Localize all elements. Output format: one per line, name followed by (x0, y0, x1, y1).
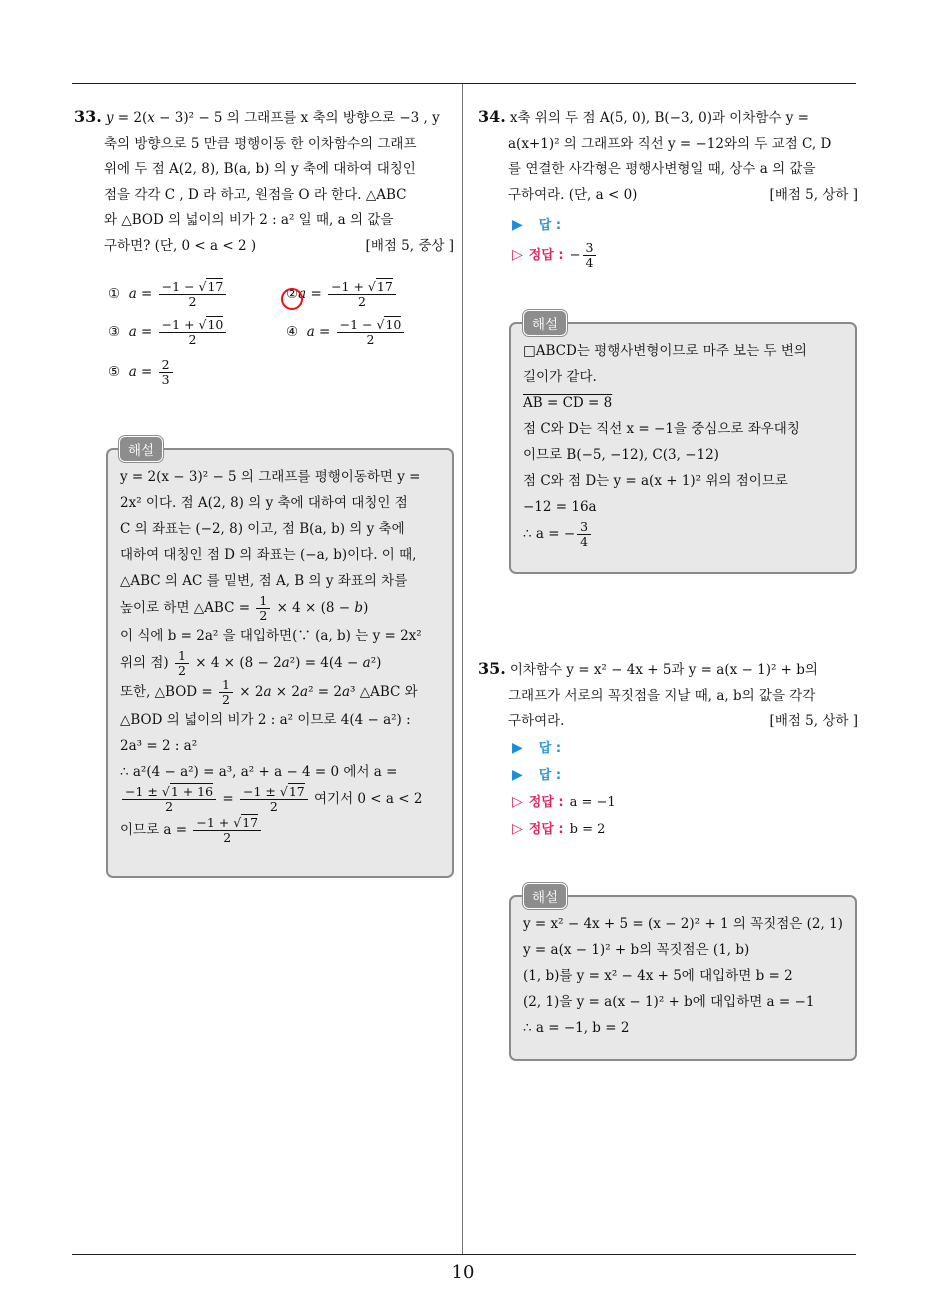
choice-1[interactable]: ① a = $\frac{-1 - √17}{2}$ (108, 280, 228, 309)
play-outline-icon: ▷ (512, 821, 523, 837)
q34-correct-line: ▷ 정답 : − $\frac{3}{4}$ (512, 239, 598, 272)
q34-answer-line[interactable]: ▶ 답 : (512, 217, 562, 233)
sol-line: ∴ a = −1, b = 2 (523, 1020, 630, 1036)
q35-correct-line-2: ▷ 정답 : b = 2 (512, 821, 606, 837)
q34-line2: a(x+1)² 의 그래프와 직선 y = −12와의 두 교점 C, D (508, 135, 832, 152)
q35-answer-area (512, 735, 616, 843)
page-number: 10 (451, 1262, 475, 1283)
sol-line: □ABCD는 평행사변형이므로 마주 보는 두 변의 (523, 343, 807, 359)
sol-line: 길이가 같다. (523, 369, 597, 385)
sol-line: 위의 점) $\frac{1}{2}$ × 4 × (8 − 2a²) = 4(4 − a²) (120, 648, 382, 678)
sol-line: ∴ a²(4 − a²) = a³, a² + a − 4 = 0 에서 a = (120, 764, 398, 780)
sol-line: 2a³ = 2 : a² (120, 738, 198, 754)
selected-answer-mark (281, 288, 303, 310)
q34-answer-area (512, 212, 598, 272)
q33-solution-box (106, 448, 454, 878)
q35-line2: 그래프가 서로의 꼭짓점을 지날 때, a, b의 값을 각각 (508, 687, 816, 704)
q33-grade: [배점 5, 중상 ] (365, 237, 454, 254)
sol-line: 점 C와 점 D는 y = a(x + 1)² 위의 점이므로 (523, 473, 788, 489)
q34-line4: 구하여라. (단, a < 0) (508, 186, 638, 203)
q35-solution-box (509, 895, 857, 1061)
q34-solution-tag: 해설 (523, 310, 567, 336)
question-34 (478, 104, 858, 208)
sol-line: (2, 1)을 y = a(x − 1)² + b에 대입하면 a = −1 (523, 994, 815, 1010)
sol-line: ∴ a = − $\frac{3}{4}$ (523, 520, 843, 549)
q34-solution-box (509, 322, 857, 574)
top-rule (72, 83, 856, 84)
question-number: 34. (478, 107, 506, 126)
q35-grade: [배점 5, 상하 ] (769, 713, 858, 729)
q33-line6: 구하면? (단, 0 < a < 2 ) (104, 237, 257, 254)
q35-correct-line-1: ▷ 정답 : a = −1 (512, 794, 616, 810)
question-number: 33. (74, 107, 102, 126)
sol-line: △BOD 의 넓이의 비가 2 : a² 이므로 4(4 − a²) : (120, 712, 411, 728)
choice-3[interactable]: ③ a = $\frac{-1 + √10}{2}$ (108, 318, 228, 347)
q35-solution-tag: 해설 (523, 883, 567, 909)
q35-line3: 구하여라. (508, 713, 565, 729)
choice-4[interactable]: ④ a = $\frac{-1 - √10}{2}$ (286, 318, 406, 347)
sol-line: y = x² − 4x + 5 = (x − 2)² + 1 의 꼭짓점은 (2, 1) (523, 916, 843, 932)
sol-line: 또한, △BOD = $\frac{1}{2}$ × 2a × 2a² = 2a³ △ABC 와 (120, 677, 418, 707)
question-number: 35. (478, 659, 506, 678)
q34-grade: [배점 5, 상하 ] (769, 186, 858, 203)
question-33: 33. y = 2(x − 3)² − 5 의 그래프를 x 축의 방향으로 −3 , y 축의 방향으로 5 만큼 평행이동 한 이차함수의 그래프 위에 두 점 A(2, 8), B(a, b) 의 y 축에 대하여 대칭인 점을 각각 C , D 라 하고, 원점을 O 라 한다. △ABC 와 △BOD 의 넓이의 비가 2 : a² 일 때, a 의 값을 구하면? (단, 0 < a < 2 ) [배점 5, 중상 ] (74, 104, 454, 259)
sol-line: (1, b)를 y = x² − 4x + 5에 대입하면 b = 2 (523, 968, 793, 984)
q33-solution-tag: 해설 (119, 436, 163, 462)
sol-line: −12 = 16a (523, 499, 597, 515)
play-icon: ▶ (512, 767, 523, 783)
column-divider (462, 84, 463, 1254)
q33-line2: 축의 방향으로 5 만큼 평행이동 한 이차함수의 그래프 (104, 135, 417, 152)
play-outline-icon: ▷ (512, 247, 523, 263)
q33-line3: 위에 두 점 A(2, 8), B(a, b) 의 y 축에 대하여 대칭인 (104, 161, 416, 177)
sol-line: y = a(x − 1)² + b의 꼭짓점은 (1, b) (523, 942, 750, 958)
play-icon: ▶ (512, 740, 523, 756)
choice-2[interactable]: ②a = $\frac{-1 + √17}{2}$ (286, 280, 398, 309)
sol-line: 이 식에 b = 2a² 을 대입하면(∵ (a, b) 는 y = 2x² (120, 628, 422, 644)
q33-line1: 의 그래프를 x 축의 방향으로 −3 , y (226, 110, 440, 126)
q33-line5: 와 △BOD 의 넓이의 비가 2 : a² 일 때, a 의 값을 (104, 212, 394, 228)
question-35 (478, 656, 858, 735)
play-icon: ▶ (512, 217, 523, 233)
sol-line: AB = CD = 8 (523, 395, 613, 411)
sol-line: $\frac{-1 \pm √1 + 16}{2}$ = $\frac{-1 \pm √17}{2}$ 여기서 0 < a < 2 (120, 785, 440, 814)
q35-line1: 이차함수 y = x² − 4x + 5과 y = a(x − 1)² + b의 (509, 662, 818, 678)
q33-line4: 점을 각각 C , D 라 하고, 원점을 O 라 한다. △ABC (104, 186, 407, 203)
q35-answer-line-2[interactable]: ▶ 답 : (512, 767, 562, 783)
sol-line: 높이로 하면 △ABC = $\frac{1}{2}$ × 4 × (8 − b) (120, 593, 369, 623)
sol-line: △ABC 의 AC 를 밑변, 점 A, B 의 y 좌표의 차를 (120, 573, 408, 589)
bottom-rule (72, 1254, 856, 1255)
q34-line1: x축 위의 두 점 A(5, 0), B(−3, 0)과 이차함수 y = (509, 110, 809, 126)
sol-line: y = 2(x − 3)² − 5 의 그래프를 평행이동하면 y = (120, 469, 421, 485)
sol-line: 이므로 B(−5, −12), C(3, −12) (523, 447, 719, 463)
sol-line: 이므로 a = $\frac{-1 + √17}{2}$ (120, 816, 440, 845)
sol-line: 대하여 대칭인 점 D 의 좌표는 (−a, b)이다. 이 때, (120, 547, 417, 563)
sol-line: C 의 좌표는 (−2, 8) 이고, 점 B(a, b) 의 y 축에 (120, 521, 405, 537)
sol-line: 2x² 이다. 점 A(2, 8) 의 y 축에 대하여 대칭인 점 (120, 495, 408, 511)
choice-5[interactable]: ⑤ a = $\frac{2}{3}$ (108, 358, 175, 387)
play-outline-icon: ▷ (512, 794, 523, 810)
q35-answer-line-1[interactable]: ▶ 답 : (512, 740, 562, 756)
q34-line3: 를 연결한 사각형은 평행사변형일 때, 상수 a 의 값을 (508, 161, 816, 177)
sol-line: 점 C와 D는 직선 x = −1을 중심으로 좌우대칭 (523, 421, 800, 437)
